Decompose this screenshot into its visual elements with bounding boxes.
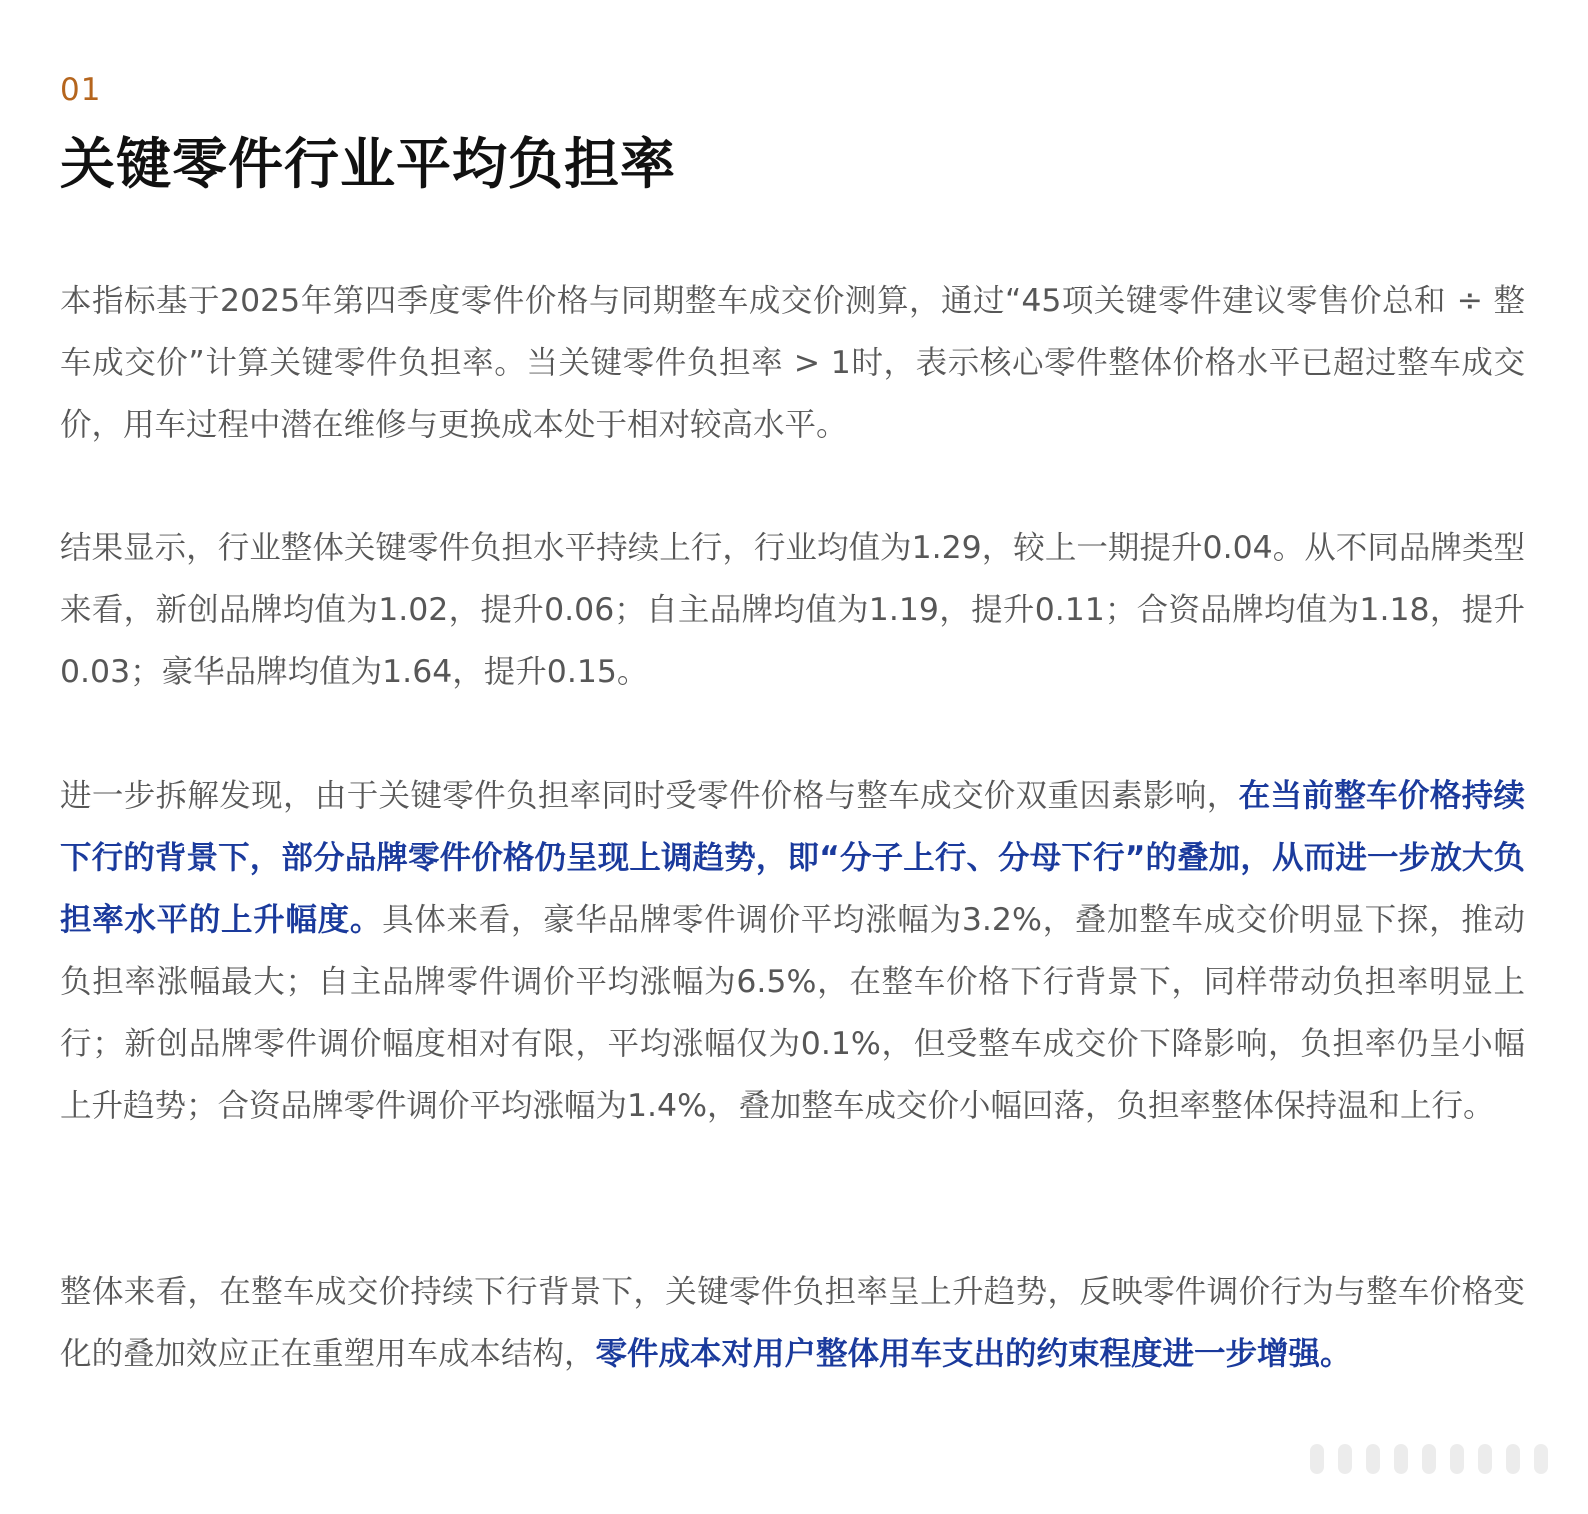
conclusion-lead-text: 整体来看，在整车成交价持续下行背景下，关键零件负担率呈上升趋势，反映零件调价行为与整车价格变化的叠加效应正在重塑用车成本结构， [60, 1274, 1525, 1372]
conclusion-highlight-text: 零件成本对用户整体用车支出的约束程度进一步增强。 [595, 1336, 1352, 1372]
paragraph-analysis [60, 765, 1525, 1137]
analysis-highlight-text: 在当前整车价格持续下行的背景下，部分品牌零件价格仍呈现上调趋势，即“分子上行、分母下行”的叠加，从而进一步放大负担率水平的上升幅度。 [60, 778, 1525, 938]
paragraph-conclusion [60, 1261, 1525, 1385]
watermark-bars-icon [1310, 1444, 1548, 1474]
paragraph-methodology: 本指标基于2025年第四季度零件价格与同期整车成交价测算，通过“45项关键零件建议零售价总和 ÷ 整车成交价”计算关键零件负担率。当关键零件负担率 > 1时，表示核心零件整体价格水平已超过整车成交价，用车过程中潜在维修与更换成本处于相对较高水平。 [60, 283, 1525, 443]
analysis-lead-text: 进一步拆解发现，由于关键零件负担率同时受零件价格与整车成交价双重因素影响， [60, 778, 1239, 814]
section-title: 关键零件行业平均负担率 [60, 132, 677, 196]
analysis-detail-text: 具体来看，豪华品牌零件调价平均涨幅为3.2%，叠加整车成交价明显下探，推动负担率涨幅最大；自主品牌零件调价平均涨幅为6.5%，在整车价格下行背景下，同样带动负担率明显上行；新创品牌零件调价幅度相对有限，平均涨幅仅为0.1%，但受整车成交价下降影响，负担率仍呈小幅上升趋势；合资品牌零件调价平均涨幅为1.4%，叠加整车成交价小幅回落，负担率整体保持温和上行。 [60, 902, 1525, 1124]
paragraph-results: 结果显示，行业整体关键零件负担水平持续上行，行业均值为1.29，较上一期提升0.04。从不同品牌类型来看，新创品牌均值为1.02，提升0.06；自主品牌均值为1.19，提升0.11；合资品牌均值为1.18，提升0.03；豪华品牌均值为1.64，提升0.15。 [60, 530, 1525, 690]
section-number: 01 [60, 72, 102, 108]
